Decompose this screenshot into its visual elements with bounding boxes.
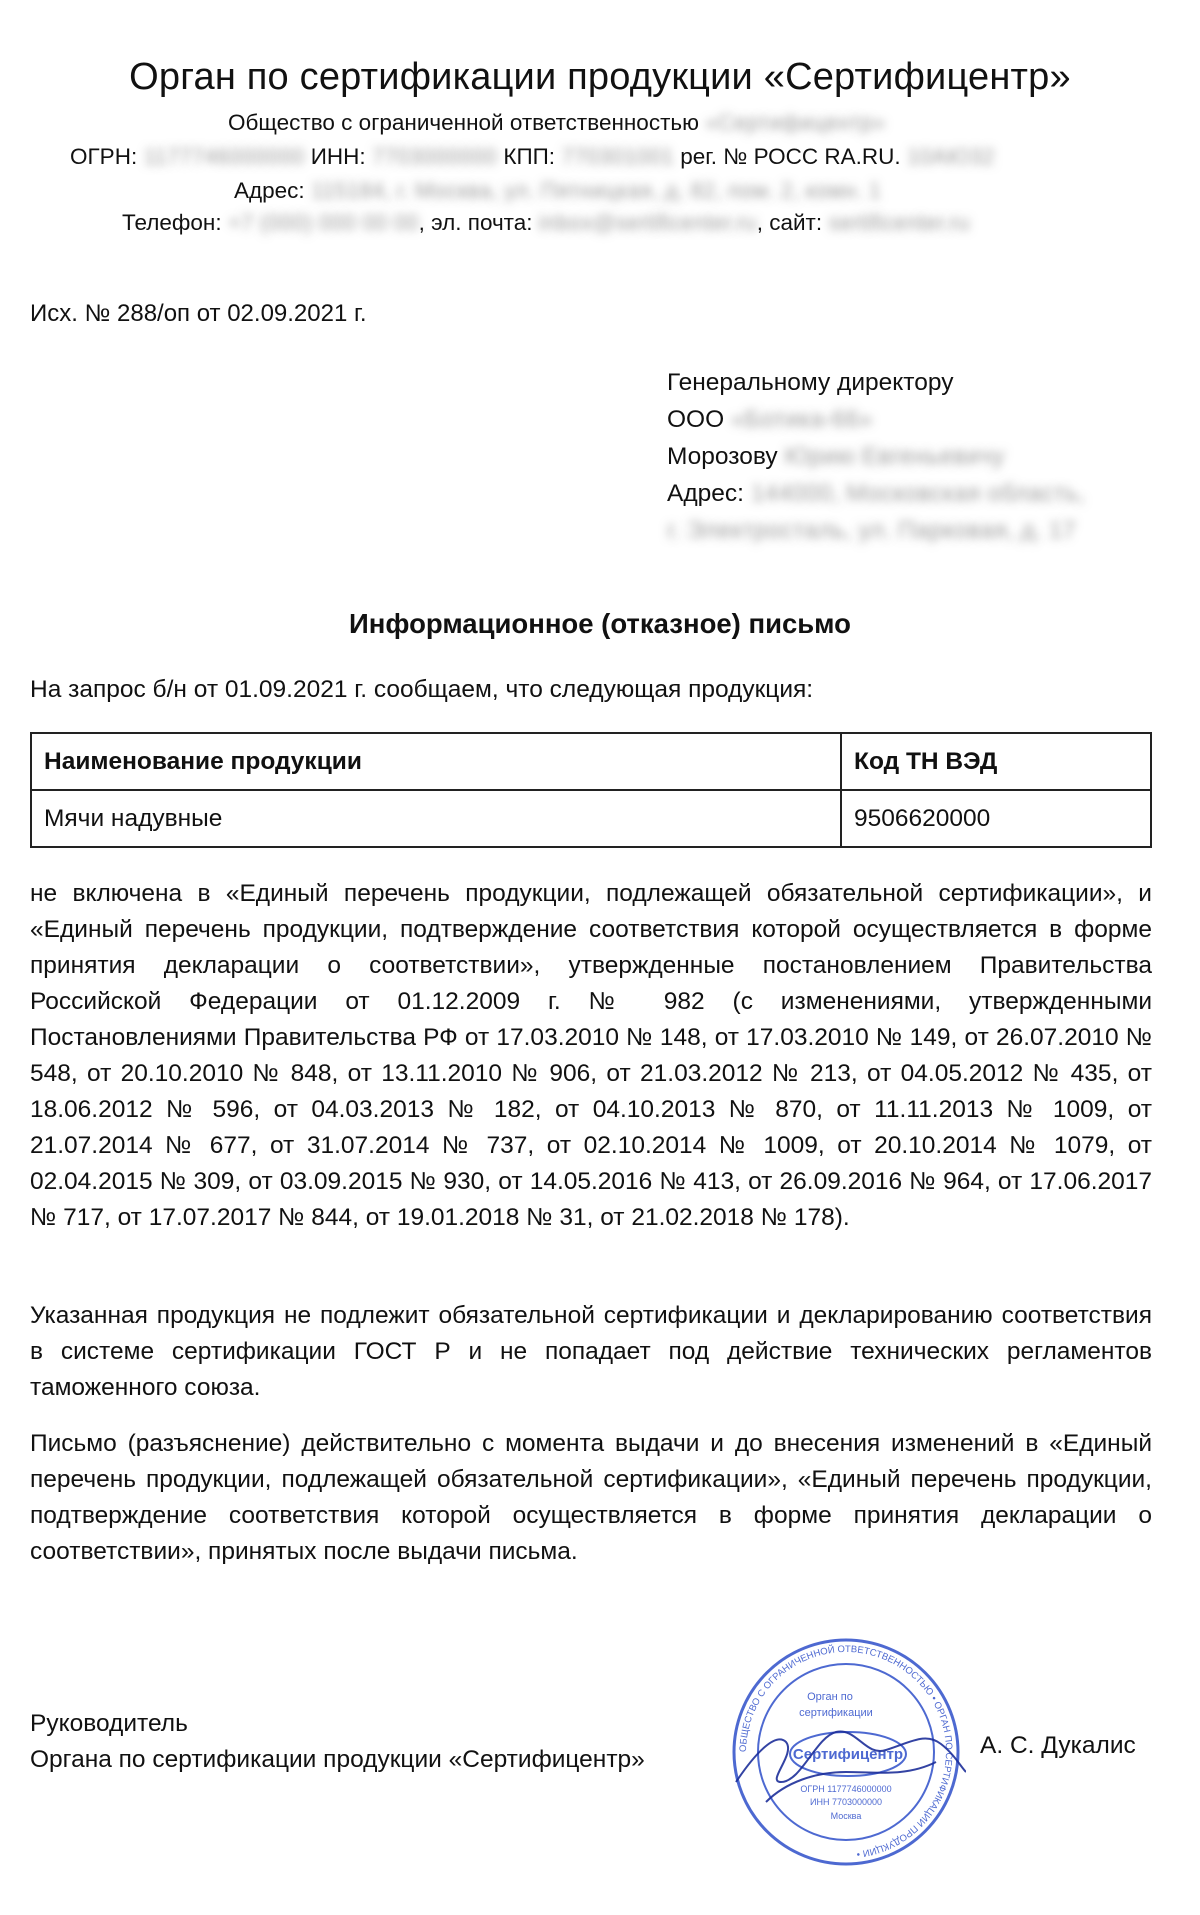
company-value: «Ботика-66» (730, 406, 873, 433)
addressee-address-value2: г. Электросталь, ул. Парковая, д. 17 (667, 517, 1076, 544)
ogrn-label: ОГРН: (70, 144, 138, 169)
addressee-name (667, 438, 1187, 475)
legal-form-line (228, 110, 885, 136)
document-title: Информационное (отказное) письмо (349, 608, 851, 639)
addressee-address-value1: 144000, Московская область, (750, 480, 1085, 507)
paragraph-validity: Письмо (разъяснение) действительно с момента выдачи и до внесения изменений в «Единый перечень продукции, подлежащей обязательной сертификации», «Единый перечень продукции, подтверждение соответствия которой осуществляется в форме принятия декларации о соответствии», принятых после выдачи письма. (30, 1430, 1152, 1565)
inn-label: ИНН: (310, 144, 366, 169)
org-title: Орган по сертификации продукции «Сертифицентр» (129, 56, 1071, 98)
legal-form-value: «Сертифицентр» (705, 110, 886, 135)
reg-label: рег. № РОСС RA.RU. (680, 144, 901, 169)
address-label: Адрес: (234, 178, 305, 203)
site-label: , сайт: (756, 210, 823, 235)
ogrn-value: 1177746000000 (143, 144, 305, 169)
name-prefix: Морозову (667, 443, 778, 470)
seal-city-line: Москва (830, 1811, 862, 1821)
table-row (31, 790, 1151, 847)
signatory-name: А. С. Дукалис (980, 1732, 1136, 1759)
addressee-block (667, 364, 1187, 549)
legal-form-label: Общество с ограниченной ответственностью (228, 110, 699, 135)
product-table (30, 732, 1152, 848)
contacts-line (122, 210, 970, 236)
addressee-address (667, 475, 1187, 512)
paragraph-not-subject: Указанная продукция не подлежит обязательной сертификации и декларированию соответствия в системе сертификации ГОСТ Р и не попадает под действие технических регламентов таможенного союза. (30, 1302, 1152, 1401)
email-label: , эл. почта: (418, 210, 533, 235)
addressee-company (667, 401, 1187, 438)
product-name-cell: Мячи надувные (31, 790, 841, 847)
kpp-label: КПП: (503, 144, 556, 169)
seal-small-line1: Орган по (807, 1691, 853, 1703)
inn-value: 7703000000 (371, 144, 498, 169)
signatory-role-line1: Руководитель (30, 1710, 188, 1737)
seal-ogrn-line: ОГРН 1177746000000 (800, 1784, 892, 1794)
seal-small-line2: сертификации (799, 1707, 873, 1719)
outgoing-ref: Исх. № 288/оп от 02.09.2021 г. (30, 300, 367, 327)
name-value: Юрию Евгеньевичу (784, 443, 1005, 470)
kpp-value: 770301001 (561, 144, 674, 169)
col-code-header: Код ТН ВЭД (841, 733, 1151, 790)
company-prefix: ООО (667, 406, 725, 433)
seal-stamp-icon (726, 1632, 966, 1872)
table-header-row (31, 733, 1151, 790)
signatory-role (30, 1706, 645, 1778)
seal-inn-line: ИНН 7703000000 (809, 1797, 883, 1807)
col-product-name-header: Наименование продукции (31, 733, 841, 790)
seal-center-text: Сертифицентр (792, 1746, 904, 1763)
paragraph-list-exclusion: не включена в «Единый перечень продукции, подлежащей обязательной сертификации», и «Единый перечень продукции, подтверждение соответствия которой осуществляется в форме принятия декларации о соответствии», утвержденные постановлением Правительства Российской Федерации от 01.12.2009 г. № 982 (с изменениями, утвержденными Постановлениями Правительства РФ от 17.03.2010 № 148, от 17.03.2010 № 149, от 26.07.2010 № 548, от 20.10.2010 № 848, от 13.11.2010 № 906, от 21.03.2012 № 213, от 04.05.2012 № 435, от 18.06.2012 № 596, от 04.03.2013 № 182, от 04.10.2013 № 870, от 11.11.2013 № 1009, от 21.07.2014 № 677, от 31.07.2014 № 737, от 02.10.2014 № 1009, от 20.10.2014 № 1079, от 02.04.2015 № 309, от 03.09.2015 № 930, от 14.05.2016 № 413, от 26.09.2016 № 964, от 17.06.2017 № 717, от 17.07.2017 № 844, от 19.01.2018 № 31, от 21.02.2018 № 178). (30, 880, 1152, 1231)
intro-text: На запрос б/н от 01.09.2021 г. сообщаем, что следующая продукция: (30, 676, 814, 703)
addressee-address-label: Адрес: (667, 480, 744, 507)
addressee-address-cont (667, 512, 1187, 549)
addressee-position: Генеральному директору (667, 369, 954, 396)
product-code-cell: 9506620000 (841, 790, 1151, 847)
phone-value: +7 (000) 000 00 00 (227, 210, 419, 235)
email-value: inbox@sertificenter.ru (538, 210, 757, 235)
address-line (234, 178, 881, 204)
site-value: sertificenter.ru (828, 210, 970, 235)
seal-ring-text: ОБЩЕСТВО С ОГРАНИЧЕННОЙ ОТВЕТСТВЕННОСТЬЮ • ОРГАН ПО СЕРТИФИКАЦИИ ПРОДУКЦИИ • (737, 1643, 955, 1860)
signatory-role-line2: Органа по сертификации продукции «Сертифицентр» (30, 1746, 645, 1773)
address-value: 115184, г. Москва, ул. Пятницкая, д. 82, пом. 2, комн. 1 (310, 178, 881, 203)
phone-label: Телефон: (122, 210, 222, 235)
requisites-line (70, 144, 995, 170)
reg-value: 10АЮ32 (906, 144, 995, 169)
